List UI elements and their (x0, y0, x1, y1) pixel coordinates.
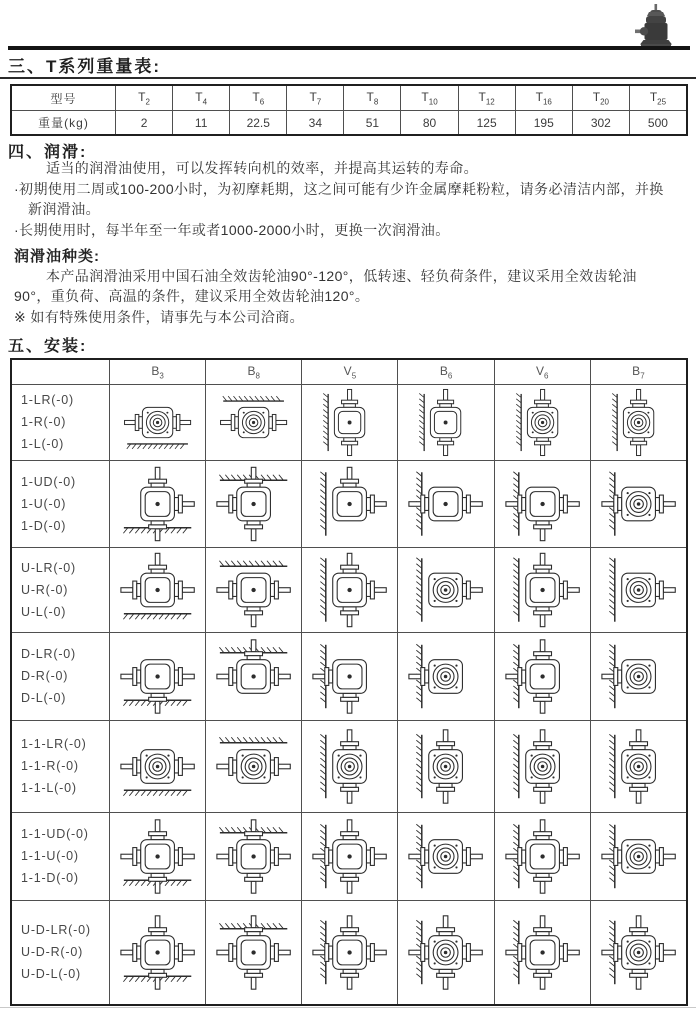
gearbox-drawing (398, 461, 493, 547)
install-cell (205, 460, 301, 547)
install-cell (109, 460, 205, 547)
install-cell (494, 720, 590, 812)
install-cell (590, 900, 686, 1004)
gearbox-drawing (302, 901, 397, 1004)
mounting-code: 1-L(-0) (21, 437, 65, 451)
page-bottom-edge (0, 1007, 696, 1008)
gearbox-drawing (206, 461, 301, 547)
mounting-code: 1-D(-0) (21, 518, 67, 533)
install-corner-cell (12, 360, 109, 384)
weight-table-model-cell: $T_8$ (343, 86, 400, 110)
mounting-code: 1-UD(-0) (21, 474, 77, 489)
install-cell (301, 460, 397, 547)
install-cell (494, 812, 590, 900)
install-cell (397, 460, 493, 547)
mounting-code: 1-U(-0) (21, 496, 67, 511)
install-cell (205, 720, 301, 812)
gearbox-drawing (110, 721, 205, 812)
install-table (10, 358, 688, 1006)
gearbox-drawing (206, 548, 301, 632)
install-cell (109, 632, 205, 720)
gearbox-drawing (398, 721, 493, 812)
install-row-label (12, 460, 109, 547)
install-cell (397, 720, 493, 812)
gearbox-drawing (495, 548, 590, 632)
mounting-code: 1-1-UD(-0) (21, 827, 89, 841)
gearbox-drawing (398, 813, 493, 900)
section3-heading: 三、T系列重量表: (8, 57, 162, 76)
gearbox-drawing (110, 901, 205, 1004)
install-column-header: $B_7$ (590, 360, 686, 384)
mounting-code: 1-R(-0) (21, 415, 67, 429)
gearbox-drawing (302, 461, 397, 547)
weight-table-weight-cell: 11 (172, 110, 229, 134)
mounting-code: U-L(-0) (21, 604, 67, 619)
install-cell (205, 900, 301, 1004)
install-cell (301, 812, 397, 900)
install-column-header: $B_3$ (109, 360, 205, 384)
gearbox-drawing (206, 813, 301, 900)
install-column-header: $V_6$ (494, 360, 590, 384)
install-row-label (12, 632, 109, 720)
gearbox-drawing (591, 385, 686, 460)
weight-table-model-cell: $T_6$ (229, 86, 286, 110)
install-cell (494, 900, 590, 1004)
mounting-code: D-LR(-0) (21, 647, 77, 661)
weight-table-weight-cell: 125 (458, 110, 515, 134)
mounting-code: D-R(-0) (21, 669, 69, 683)
install-cell (494, 632, 590, 720)
install-cell (494, 384, 590, 460)
gearbox-drawing (495, 721, 590, 812)
mounting-code: 1-1-R(-0) (21, 759, 79, 773)
install-cell (109, 720, 205, 812)
install-cell (590, 812, 686, 900)
install-cell (397, 900, 493, 1004)
mounting-code: 1-1-D(-0) (21, 871, 79, 885)
gearbox-drawing (110, 461, 205, 547)
install-cell (397, 812, 493, 900)
weight-table-model-cell: $T_{12}$ (458, 86, 515, 110)
gearbox-drawing (110, 385, 205, 460)
install-cell (397, 547, 493, 632)
install-row-label (12, 720, 109, 812)
gearbox-photo (633, 3, 679, 49)
mounting-code: U-LR(-0) (21, 560, 77, 575)
gearbox-drawing (110, 813, 205, 900)
install-row-label (12, 812, 109, 900)
install-row-label (12, 900, 109, 1004)
install-cell (494, 547, 590, 632)
gearbox-drawing (495, 385, 590, 460)
weight-table-model-cell: $T_2$ (115, 86, 172, 110)
gearbox-drawing (398, 548, 493, 632)
weight-table (10, 84, 688, 136)
gearbox-drawing (302, 548, 397, 632)
install-cell (109, 384, 205, 460)
mounting-code: 1-LR(-0) (21, 393, 74, 407)
gearbox-drawing (591, 813, 686, 900)
weight-table-weight-cell: 302 (572, 110, 629, 134)
install-row-label (12, 547, 109, 632)
install-cell (590, 460, 686, 547)
install-cell (494, 460, 590, 547)
weight-table-weight-label: 重量(kg) (12, 110, 115, 134)
weight-table-weight-cell: 2 (115, 110, 172, 134)
install-cell (205, 547, 301, 632)
weight-table-model-cell: $T_{20}$ (572, 86, 629, 110)
gearbox-drawing (591, 901, 686, 1004)
special-condition-note: ※ 如有特殊使用条件，请事先与本公司洽商。 (14, 309, 305, 325)
weight-table-weight-cell: 22.5 (229, 110, 286, 134)
install-column-header: $B_6$ (397, 360, 493, 384)
mounting-code: U-R(-0) (21, 582, 69, 597)
gearbox-drawing (206, 385, 301, 460)
gearbox-drawing (206, 901, 301, 1004)
install-cell (301, 720, 397, 812)
section4-heading: 四、润滑: (8, 144, 88, 161)
install-cell (301, 547, 397, 632)
install-cell (205, 812, 301, 900)
gearbox-drawing (591, 633, 686, 720)
oil-type-line2: 90°，重负荷、高温的条件，建议采用全效齿轮油120°。 (14, 288, 370, 304)
top-rule (8, 46, 690, 50)
weight-table-model-cell: $T_{25}$ (629, 86, 686, 110)
oil-type-line1: 本产品润滑油采用中国石油全效齿轮油90°-120°，低转速、轻负荷条件，建议采用全效齿轮油 (46, 268, 637, 284)
install-cell (301, 384, 397, 460)
weight-table-model-cell: $T_{16}$ (515, 86, 572, 110)
gearbox-drawing (302, 813, 397, 900)
mounting-code: 1-1-LR(-0) (21, 737, 87, 751)
weight-table-weight-cell: 51 (343, 110, 400, 134)
heading-underline (0, 77, 696, 79)
gearbox-drawing (110, 633, 205, 720)
mounting-code: U-D-R(-0) (21, 945, 84, 959)
gearbox-drawing (206, 633, 301, 720)
weight-table-model-label: 型号 (50, 91, 77, 106)
install-cell (590, 632, 686, 720)
mounting-code: D-L(-0) (21, 691, 67, 705)
install-cell (109, 547, 205, 632)
section5-heading: 五、安装: (8, 338, 88, 355)
gearbox-drawing (591, 721, 686, 812)
oil-type-heading: 润滑油种类: (14, 248, 100, 265)
weight-table-weight-cell: 195 (515, 110, 572, 134)
lubrication-bullet2: ·长期使用时，每半年至一年或者1000-2000小时，更换一次润滑油。 (14, 222, 450, 238)
gearbox-drawing (495, 461, 590, 547)
install-cell (205, 632, 301, 720)
gearbox-drawing (495, 633, 590, 720)
install-cell (109, 812, 205, 900)
install-column-header: $B_8$ (205, 360, 301, 384)
gearbox-drawing (591, 548, 686, 632)
lubrication-bullet1-line2: 新润滑油。 (28, 201, 100, 217)
weight-table-weight-cell: 80 (400, 110, 457, 134)
gearbox-drawing (591, 461, 686, 547)
gearbox-drawing (398, 633, 493, 720)
gearbox-drawing (398, 385, 493, 460)
install-cell (397, 384, 493, 460)
lubrication-intro: 适当的润滑油使用，可以发挥转向机的效率，并提高其运转的寿命。 (46, 160, 478, 176)
mounting-code: 1-1-U(-0) (21, 849, 79, 863)
gearbox-drawing (302, 385, 397, 460)
install-row-label (12, 384, 109, 460)
lubrication-bullet1-line1: ·初期使用二周或100-200小时，为初摩耗期，这之间可能有少许金属摩耗粉粒，请务必清洁内部，并换 (14, 181, 664, 197)
gearbox-drawing (495, 901, 590, 1004)
install-cell (397, 632, 493, 720)
gearbox-drawing (302, 633, 397, 720)
install-cell (590, 720, 686, 812)
weight-table-model-cell: $T_{10}$ (400, 86, 457, 110)
gearbox-drawing (110, 548, 205, 632)
mounting-code: U-D-L(-0) (21, 967, 81, 981)
gearbox-drawing (495, 813, 590, 900)
mounting-code: U-D-LR(-0) (21, 923, 91, 937)
gearbox-drawing (302, 721, 397, 812)
gearbox-drawing (398, 901, 493, 1004)
install-cell (590, 547, 686, 632)
weight-table-model-cell: $T_7$ (286, 86, 343, 110)
mounting-code: 1-1-L(-0) (21, 781, 77, 795)
weight-table-model-cell: $T_4$ (172, 86, 229, 110)
install-column-header: $V_5$ (301, 360, 397, 384)
gearbox-drawing (206, 721, 301, 812)
install-cell (301, 632, 397, 720)
install-cell (205, 384, 301, 460)
install-cell (590, 384, 686, 460)
weight-table-weight-cell: 500 (629, 110, 686, 134)
weight-table-weight-cell: 34 (286, 110, 343, 134)
install-cell (109, 900, 205, 1004)
install-cell (301, 900, 397, 1004)
